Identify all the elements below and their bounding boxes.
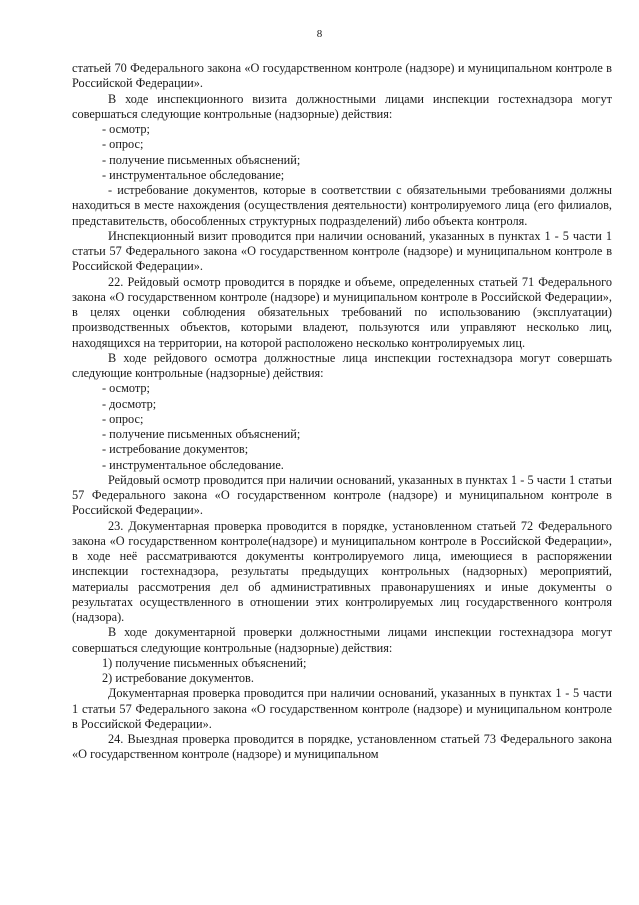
paragraph: Инспекционный визит проводится при наличии оснований, указанных в пунктах 1 - 5 части 1 статьи 57 Федерального закона «О государственном контроле (надзоре) и муниципальном контроле в Российской Федерации». xyxy=(72,228,612,274)
list-item: - осмотр; xyxy=(102,122,150,136)
paragraph: 23. Документарная проверка проводится в порядке, установленном статьей 72 Федерального закона «О государственном контроле(надзоре) и муниципальном контроле в Российской Федерации», в ходе неё рассматриваются документы контролируемого лица, имеющиеся в распоряжении инспекции гостехнадзора, результаты предыдущих контрольных (надзорных) мероприятий, материалы рассмотрения дел об административных правонарушениях и иные документы о результатах осуществленного в отношении этих контролируемых лиц государственного контроля (надзора). xyxy=(72,518,612,624)
paragraph: статьей 70 Федерального закона «О государственном контроле (надзоре) и муниципальном контроле в Российской Федерации». xyxy=(72,61,612,91)
paragraph: Рейдовый осмотр проводится при наличии оснований, указанных в пунктах 1 - 5 части 1 статьи 57 Федерального закона «О государственном контроле (надзоре) и муниципальном контроле в Российской Федерации». xyxy=(72,472,612,518)
list-item: - опрос; xyxy=(102,411,144,426)
list-item: - досмотр; xyxy=(102,396,157,411)
list-item: - получение письменных объяснений; xyxy=(102,427,301,441)
paragraph: В ходе рейдового осмотра должностные лица инспекции гостехнадзора могут совершать следующие контрольные (надзорные) действия: xyxy=(72,350,612,380)
list-item: - истребование документов; xyxy=(102,442,249,457)
list-item: - инструментальное обследование. xyxy=(102,457,284,472)
list-item: 2) истребование документов. xyxy=(102,671,254,685)
list-item: 1) получение письменных объяснений; xyxy=(102,655,307,670)
paragraph: 22. Рейдовый осмотр проводится в порядке и объеме, определенных статьей 71 Федерального закона «О государственном контроле (надзоре) и муниципальном контроле в Российской Федерации», в целях оценки соблюдения обязательных требований по использованию (эксплуатации) производственных объектов, которыми владеют, пользуются или управляют несколько лиц, находящихся на территории, на которой расположено несколько контролируемых лиц. xyxy=(72,274,612,350)
paragraph: - истребование документов, которые в соответствии с обязательными требованиями должны находиться в месте нахождения (осуществления деятельности) контролируемого лица (его филиалов, представительств, обособленных структурных подразделений) либо объекта контроля. xyxy=(72,183,612,228)
paragraph: 24. Выездная проверка проводится в порядке, установленном статьей 73 Федерального закона «О государственном контроле (надзоре) и муниципальном xyxy=(72,732,612,762)
list-item: - получение письменных объяснений; xyxy=(102,152,301,167)
list-item: - опрос; xyxy=(102,137,144,152)
paragraph: В ходе инспекционного визита должностными лицами инспекции гостехнадзора могут совершаться следующие контрольные (надзорные) действия: xyxy=(72,91,612,121)
document-body xyxy=(72,61,612,763)
list-item: - инструментальное обследование; xyxy=(102,167,285,182)
paragraph: Документарная проверка проводится при наличии оснований, указанных в пунктах 1 - 5 части 1 статьи 57 Федерального закона «О государственном контроле (надзоре) и муниципальном контроле в Российской Федерации». xyxy=(72,686,612,731)
list-item: - осмотр; xyxy=(102,381,150,396)
page-number: 8 xyxy=(316,28,323,40)
paragraph: В ходе документарной проверки должностными лицами инспекции гостехнадзора могут совершаться следующие контрольные (надзорные) действия: xyxy=(72,625,612,655)
